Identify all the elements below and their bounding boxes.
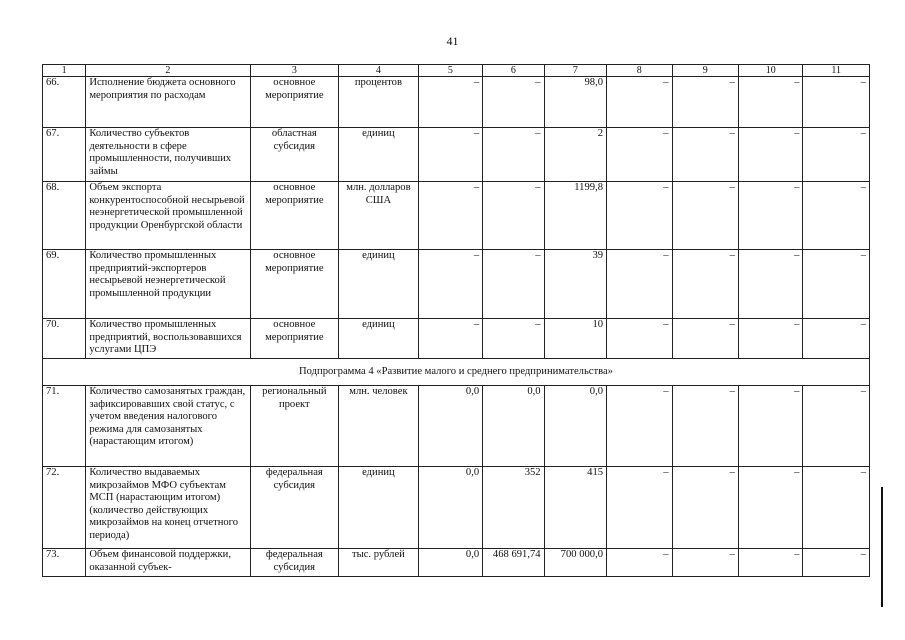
value-col8: – xyxy=(607,319,672,359)
value-col6: – xyxy=(483,182,544,250)
value-col10: – xyxy=(738,549,802,577)
indicator-name: Объем финансовой поддержки, оказанной субъек- xyxy=(86,549,250,577)
row-number: 66. xyxy=(43,77,86,128)
table-row xyxy=(43,77,870,128)
value-col5: – xyxy=(418,128,482,182)
unit: тыс. рублей xyxy=(339,549,419,577)
value-col9: – xyxy=(672,250,738,319)
page-number: 41 xyxy=(446,34,459,48)
column-number: 11 xyxy=(803,65,870,77)
value-col9: – xyxy=(672,77,738,128)
value-col5: 0,0 xyxy=(418,386,482,467)
value-col10: – xyxy=(738,386,802,467)
table-row xyxy=(43,386,870,467)
value-col9: – xyxy=(672,182,738,250)
table-row xyxy=(43,319,870,359)
value-col6: 0,0 xyxy=(483,386,544,467)
column-number: 3 xyxy=(250,65,339,77)
value-col7: 39 xyxy=(544,250,606,319)
value-col11: – xyxy=(803,386,870,467)
row-number: 73. xyxy=(43,549,86,577)
value-col7: 1199,8 xyxy=(544,182,606,250)
indicators-table xyxy=(42,64,870,577)
value-col8: – xyxy=(607,128,672,182)
value-col11: – xyxy=(803,77,870,128)
indicator-name: Количество самозанятых граждан, зафиксировавших свой статус, с учетом введения налогового режима для самозанятых (нарастающим итогом) xyxy=(86,386,250,467)
value-col5: – xyxy=(418,319,482,359)
value-col10: – xyxy=(738,250,802,319)
column-number: 4 xyxy=(339,65,419,77)
row-number: 67. xyxy=(43,128,86,182)
indicator-type: основное мероприятие xyxy=(250,250,339,319)
indicator-name: Исполнение бюджета основного мероприятия по расходам xyxy=(86,77,250,128)
table-row xyxy=(43,128,870,182)
value-col11: – xyxy=(803,467,870,549)
table-row xyxy=(43,250,870,319)
indicator-name: Объем экспорта конкурентоспособной несырьевой неэнергетической промышленной продукции Оренбургской области xyxy=(86,182,250,250)
column-number: 7 xyxy=(544,65,606,77)
margin-scan-line xyxy=(881,487,883,607)
value-col6: 352 xyxy=(483,467,544,549)
value-col7: 0,0 xyxy=(544,386,606,467)
value-col10: – xyxy=(738,128,802,182)
value-col7: 10 xyxy=(544,319,606,359)
value-col6: – xyxy=(483,250,544,319)
value-col10: – xyxy=(738,77,802,128)
indicator-name: Количество промышленных предприятий, воспользовавшихся услугами ЦПЭ xyxy=(86,319,250,359)
value-col8: – xyxy=(607,549,672,577)
indicator-type: основное мероприятие xyxy=(250,182,339,250)
column-number: 1 xyxy=(43,65,86,77)
value-col11: – xyxy=(803,128,870,182)
indicator-type: региональный проект xyxy=(250,386,339,467)
value-col6: – xyxy=(483,77,544,128)
column-number: 9 xyxy=(672,65,738,77)
value-col7: 98,0 xyxy=(544,77,606,128)
value-col11: – xyxy=(803,319,870,359)
indicator-type: основное мероприятие xyxy=(250,77,339,128)
value-col8: – xyxy=(607,386,672,467)
subprogram-title: Подпрограмма 4 «Развитие малого и среднего предпринимательства» xyxy=(43,359,870,386)
column-number-row xyxy=(43,65,870,77)
column-number: 5 xyxy=(418,65,482,77)
value-col11: – xyxy=(803,182,870,250)
column-number: 8 xyxy=(607,65,672,77)
unit: единиц xyxy=(339,128,419,182)
value-col7: 2 xyxy=(544,128,606,182)
row-number: 71. xyxy=(43,386,86,467)
value-col7: 700 000,0 xyxy=(544,549,606,577)
row-number: 70. xyxy=(43,319,86,359)
value-col5: – xyxy=(418,250,482,319)
value-col6: 468 691,74 xyxy=(483,549,544,577)
value-col5: 0,0 xyxy=(418,549,482,577)
value-col10: – xyxy=(738,467,802,549)
indicator-name: Количество выдаваемых микрозаймов МФО субъектам МСП (нарастающим итогом) (количество действующих микрозаймов на конец отчетного периода) xyxy=(86,467,250,549)
value-col5: – xyxy=(418,77,482,128)
row-number: 69. xyxy=(43,250,86,319)
value-col10: – xyxy=(738,319,802,359)
value-col9: – xyxy=(672,549,738,577)
value-col9: – xyxy=(672,467,738,549)
table-row xyxy=(43,549,870,577)
value-col10: – xyxy=(738,182,802,250)
indicator-name: Количество промышленных предприятий-экспортеров несырьевой неэнергетической промышленной продукции xyxy=(86,250,250,319)
indicator-type: федеральная субсидия xyxy=(250,549,339,577)
table-row xyxy=(43,467,870,549)
value-col5: 0,0 xyxy=(418,467,482,549)
value-col5: – xyxy=(418,182,482,250)
value-col8: – xyxy=(607,467,672,549)
indicator-type: областная субсидия xyxy=(250,128,339,182)
unit: единиц xyxy=(339,319,419,359)
value-col6: – xyxy=(483,319,544,359)
unit: единиц xyxy=(339,467,419,549)
value-col9: – xyxy=(672,386,738,467)
subprogram-row xyxy=(43,359,870,386)
value-col11: – xyxy=(803,250,870,319)
value-col8: – xyxy=(607,182,672,250)
column-number: 6 xyxy=(483,65,544,77)
row-number: 72. xyxy=(43,467,86,549)
indicator-name: Количество субъектов деятельности в сфере промышленности, получивших займы xyxy=(86,128,250,182)
column-number: 2 xyxy=(86,65,250,77)
table-row xyxy=(43,182,870,250)
indicator-type: федеральная субсидия xyxy=(250,467,339,549)
indicator-type: основное мероприятие xyxy=(250,319,339,359)
value-col6: – xyxy=(483,128,544,182)
value-col8: – xyxy=(607,250,672,319)
value-col8: – xyxy=(607,77,672,128)
value-col9: – xyxy=(672,128,738,182)
value-col9: – xyxy=(672,319,738,359)
value-col7: 415 xyxy=(544,467,606,549)
unit: млн. человек xyxy=(339,386,419,467)
unit: процентов xyxy=(339,77,419,128)
column-number: 10 xyxy=(738,65,802,77)
unit: единиц xyxy=(339,250,419,319)
unit: млн. долларов США xyxy=(339,182,419,250)
row-number: 68. xyxy=(43,182,86,250)
value-col11: – xyxy=(803,549,870,577)
